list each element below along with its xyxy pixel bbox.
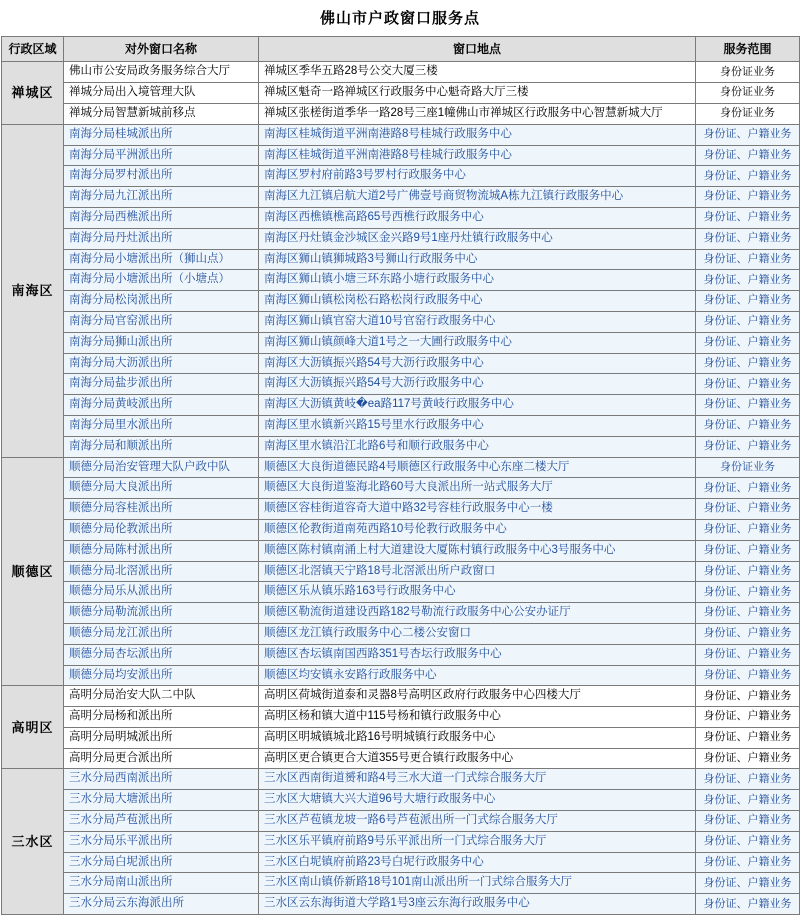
window-name-cell: 禅城分局出入境管理大队 (64, 83, 259, 104)
window-name-cell: 南海分局黄岐派出所 (64, 395, 259, 416)
window-name-cell: 南海分局松岗派出所 (64, 291, 259, 312)
location-cell: 南海区大沥镇振兴路54号大沥行政服务中心 (259, 374, 696, 395)
location-cell: 高明区更合镇更合大道355号更合镇行政服务中心 (259, 748, 696, 769)
location-cell: 顺德区容桂街道容奇大道中路32号容桂行政服务中心一楼 (259, 499, 696, 520)
table-row (2, 852, 800, 873)
table-row (2, 623, 800, 644)
column-header-scope: 服务范围 (696, 37, 800, 62)
location-cell: 顺德区伦教街道南苑西路10号伦教行政服务中心 (259, 519, 696, 540)
scope-cell: 身份证、户籍业务 (696, 894, 800, 915)
table-row (2, 457, 800, 478)
scope-cell: 身份证、户籍业务 (696, 707, 800, 728)
scope-cell: 身份证、户籍业务 (696, 145, 800, 166)
location-cell: 南海区狮山镇官窑大道10号官窑行政服务中心 (259, 311, 696, 332)
table-row (2, 769, 800, 790)
scope-cell: 身份证、户籍业务 (696, 582, 800, 603)
table-row (2, 519, 800, 540)
table-row (2, 790, 800, 811)
scope-cell: 身份证、户籍业务 (696, 436, 800, 457)
window-name-cell: 南海分局官窑派出所 (64, 311, 259, 332)
location-cell: 顺德区北滘镇天宁路18号北滘派出所户政窗口 (259, 561, 696, 582)
region-cell: 高明区 (2, 686, 64, 769)
scope-cell: 身份证、户籍业务 (696, 686, 800, 707)
location-cell: 禅城区张槎街道季华一路28号三座1幢佛山市禅城区行政服务中心智慧新城大厅 (259, 103, 696, 124)
scope-cell: 身份证、户籍业务 (696, 166, 800, 187)
location-cell: 南海区狮山镇颜峰大道1号之一大圃行政服务中心 (259, 332, 696, 353)
scope-cell: 身份证、户籍业务 (696, 311, 800, 332)
table-row (2, 83, 800, 104)
window-name-cell: 南海分局盐步派出所 (64, 374, 259, 395)
window-name-cell: 三水分局云东海派出所 (64, 894, 259, 915)
location-cell: 顺德区陈村镇南涌上村大道建设大厦陈村镇行政服务中心3号服务中心 (259, 540, 696, 561)
window-name-cell: 南海分局和顺派出所 (64, 436, 259, 457)
location-cell: 三水区芦苞镇龙坡一路6号芦苞派出所一门式综合服务大厅 (259, 811, 696, 832)
column-header-location: 窗口地点 (259, 37, 696, 62)
scope-cell: 身份证、户籍业务 (696, 228, 800, 249)
service-points-table (1, 36, 800, 915)
scope-cell: 身份证、户籍业务 (696, 187, 800, 208)
table-row (2, 166, 800, 187)
location-cell: 三水区白坭镇府前路23号白坭行政服务中心 (259, 852, 696, 873)
window-name-cell: 南海分局里水派出所 (64, 415, 259, 436)
scope-cell: 身份证、户籍业务 (696, 769, 800, 790)
location-cell: 顺德区勒流街道建设西路182号勒流行政服务中心公安办证厅 (259, 603, 696, 624)
table-row (2, 145, 800, 166)
table-body (2, 62, 800, 915)
location-cell: 南海区桂城街道平洲南港路8号桂城行政服务中心 (259, 145, 696, 166)
location-cell: 南海区狮山镇小塘三环东路小塘行政服务中心 (259, 270, 696, 291)
location-cell: 南海区里水镇沿江北路6号和顺行政服务中心 (259, 436, 696, 457)
table-row (2, 311, 800, 332)
location-cell: 南海区桂城街道平洲南港路8号桂城行政服务中心 (259, 124, 696, 145)
location-cell: 顺德区大良街道鉴海北路60号大良派出所一站式服务大厅 (259, 478, 696, 499)
window-name-cell: 南海分局罗村派出所 (64, 166, 259, 187)
table-row (2, 873, 800, 894)
table-row (2, 374, 800, 395)
window-name-cell: 南海分局小塘派出所（狮山点） (64, 249, 259, 270)
location-cell: 顺德区均安镇永安路行政服务中心 (259, 665, 696, 686)
window-name-cell: 南海分局平洲派出所 (64, 145, 259, 166)
table-row (2, 811, 800, 832)
table-row (2, 395, 800, 416)
scope-cell: 身份证、户籍业务 (696, 207, 800, 228)
location-cell: 三水区南山镇侨新路18号101南山派出所一门式综合服务大厅 (259, 873, 696, 894)
scope-cell: 身份证业务 (696, 62, 800, 83)
scope-cell: 身份证、户籍业务 (696, 831, 800, 852)
scope-cell: 身份证、户籍业务 (696, 499, 800, 520)
location-cell: 南海区西樵镇樵高路65号西樵行政服务中心 (259, 207, 696, 228)
table-row (2, 62, 800, 83)
location-cell: 三水区云东海街道大学路1号3座云东海行政服务中心 (259, 894, 696, 915)
scope-cell: 身份证、户籍业务 (696, 665, 800, 686)
location-cell: 南海区狮山镇松岗松石路松岗行政服务中心 (259, 291, 696, 312)
table-row (2, 187, 800, 208)
scope-cell: 身份证、户籍业务 (696, 249, 800, 270)
scope-cell: 身份证、户籍业务 (696, 873, 800, 894)
window-name-cell: 南海分局桂城派出所 (64, 124, 259, 145)
window-name-cell: 南海分局西樵派出所 (64, 207, 259, 228)
window-name-cell: 高明分局更合派出所 (64, 748, 259, 769)
window-name-cell: 顺德分局均安派出所 (64, 665, 259, 686)
window-name-cell: 高明分局治安大队二中队 (64, 686, 259, 707)
location-cell: 南海区丹灶镇金沙城区金兴路9号1座丹灶镇行政服务中心 (259, 228, 696, 249)
window-name-cell: 三水分局大塘派出所 (64, 790, 259, 811)
column-header-window-name: 对外窗口名称 (64, 37, 259, 62)
scope-cell: 身份证、户籍业务 (696, 124, 800, 145)
scope-cell: 身份证、户籍业务 (696, 727, 800, 748)
table-row (2, 499, 800, 520)
location-cell: 三水区西南街道赟和路4号三水大道一门式综合服务大厅 (259, 769, 696, 790)
table-row (2, 748, 800, 769)
scope-cell: 身份证业务 (696, 83, 800, 104)
window-name-cell: 高明分局杨和派出所 (64, 707, 259, 728)
window-name-cell: 顺德分局龙江派出所 (64, 623, 259, 644)
table-header-row (2, 37, 800, 62)
location-cell: 南海区九江镇启航大道2号广佛壹号商贸物流城A栋九江镇行政服务中心 (259, 187, 696, 208)
scope-cell: 身份证、户籍业务 (696, 811, 800, 832)
window-name-cell: 南海分局狮山派出所 (64, 332, 259, 353)
scope-cell: 身份证、户籍业务 (696, 561, 800, 582)
table-row (2, 291, 800, 312)
table-row (2, 124, 800, 145)
location-cell: 顺德区大良街道德民路4号顺德区行政服务中心东座二楼大厅 (259, 457, 696, 478)
window-name-cell: 顺德分局容桂派出所 (64, 499, 259, 520)
location-cell: 三水区大塘镇大兴大道96号大塘行政服务中心 (259, 790, 696, 811)
scope-cell: 身份证、户籍业务 (696, 415, 800, 436)
location-cell: 高明区杨和镇大道中115号杨和镇行政服务中心 (259, 707, 696, 728)
window-name-cell: 顺德分局勒流派出所 (64, 603, 259, 624)
scope-cell: 身份证、户籍业务 (696, 478, 800, 499)
table-row (2, 353, 800, 374)
window-name-cell: 三水分局白坭派出所 (64, 852, 259, 873)
scope-cell: 身份证、户籍业务 (696, 374, 800, 395)
window-name-cell: 顺德分局乐从派出所 (64, 582, 259, 603)
table-row (2, 540, 800, 561)
table-row (2, 727, 800, 748)
table-row (2, 561, 800, 582)
window-name-cell: 南海分局丹灶派出所 (64, 228, 259, 249)
table-row (2, 665, 800, 686)
scope-cell: 身份证、户籍业务 (696, 270, 800, 291)
table-row (2, 207, 800, 228)
table-row (2, 831, 800, 852)
scope-cell: 身份证、户籍业务 (696, 790, 800, 811)
region-cell: 南海区 (2, 124, 64, 457)
location-cell: 高明区明城镇城北路16号明城镇行政服务中心 (259, 727, 696, 748)
location-cell: 三水区乐平镇府前路9号乐平派出所一门式综合服务大厅 (259, 831, 696, 852)
window-name-cell: 南海分局大沥派出所 (64, 353, 259, 374)
table-row (2, 103, 800, 124)
scope-cell: 身份证、户籍业务 (696, 540, 800, 561)
table-row (2, 415, 800, 436)
scope-cell: 身份证、户籍业务 (696, 852, 800, 873)
scope-cell: 身份证、户籍业务 (696, 519, 800, 540)
table-row (2, 436, 800, 457)
table-row (2, 478, 800, 499)
scope-cell: 身份证、户籍业务 (696, 332, 800, 353)
window-name-cell: 三水分局南山派出所 (64, 873, 259, 894)
window-name-cell: 南海分局九江派出所 (64, 187, 259, 208)
table-row (2, 686, 800, 707)
table-row (2, 228, 800, 249)
window-name-cell: 南海分局小塘派出所（小塘点） (64, 270, 259, 291)
region-cell: 顺德区 (2, 457, 64, 686)
location-cell: 禅城区魁奇一路禅城区行政服务中心魁奇路大厅三楼 (259, 83, 696, 104)
location-cell: 顺德区龙江镇行政服务中心二楼公安窗口 (259, 623, 696, 644)
table-row (2, 707, 800, 728)
region-cell: 三水区 (2, 769, 64, 915)
location-cell: 高明区荷城街道泰和灵器8号高明区政府行政服务中心四楼大厅 (259, 686, 696, 707)
window-name-cell: 顺德分局杏坛派出所 (64, 644, 259, 665)
location-cell: 顺德区杏坛镇南国西路351号杏坛行政服务中心 (259, 644, 696, 665)
window-name-cell: 顺德分局伦教派出所 (64, 519, 259, 540)
scope-cell: 身份证、户籍业务 (696, 603, 800, 624)
location-cell: 南海区狮山镇狮城路3号狮山行政服务中心 (259, 249, 696, 270)
scope-cell: 身份证、户籍业务 (696, 748, 800, 769)
scope-cell: 身份证、户籍业务 (696, 395, 800, 416)
window-name-cell: 三水分局芦苞派出所 (64, 811, 259, 832)
column-header-region: 行政区域 (2, 37, 64, 62)
window-name-cell: 佛山市公安局政务服务综合大厅 (64, 62, 259, 83)
region-cell: 禅城区 (2, 62, 64, 124)
location-cell: 禅城区季华五路28号公交大厦三楼 (259, 62, 696, 83)
window-name-cell: 三水分局西南派出所 (64, 769, 259, 790)
window-name-cell: 顺德分局北滘派出所 (64, 561, 259, 582)
scope-cell: 身份证、户籍业务 (696, 644, 800, 665)
location-cell: 顺德区乐从镇乐路163号行政服务中心 (259, 582, 696, 603)
scope-cell: 身份证业务 (696, 457, 800, 478)
window-name-cell: 三水分局乐平派出所 (64, 831, 259, 852)
table-row (2, 603, 800, 624)
table-row (2, 332, 800, 353)
window-name-cell: 禅城分局智慧新城前移点 (64, 103, 259, 124)
location-cell: 南海区大沥镇振兴路54号大沥行政服务中心 (259, 353, 696, 374)
scope-cell: 身份证、户籍业务 (696, 623, 800, 644)
window-name-cell: 顺德分局治安管理大队户政中队 (64, 457, 259, 478)
table-row (2, 270, 800, 291)
table-row (2, 644, 800, 665)
table-row (2, 582, 800, 603)
table-row (2, 249, 800, 270)
page-title: 佛山市户政窗口服务点 (319, 10, 480, 27)
scope-cell: 身份证、户籍业务 (696, 291, 800, 312)
location-cell: 南海区大沥镇黄岐�ea路117号黄岐行政服务中心 (259, 395, 696, 416)
location-cell: 南海区里水镇新兴路15号里水行政服务中心 (259, 415, 696, 436)
scope-cell: 身份证、户籍业务 (696, 353, 800, 374)
window-name-cell: 顺德分局陈村派出所 (64, 540, 259, 561)
scope-cell: 身份证业务 (696, 103, 800, 124)
table-row (2, 894, 800, 915)
window-name-cell: 顺德分局大良派出所 (64, 478, 259, 499)
window-name-cell: 高明分局明城派出所 (64, 727, 259, 748)
location-cell: 南海区罗村府前路3号罗村行政服务中心 (259, 166, 696, 187)
